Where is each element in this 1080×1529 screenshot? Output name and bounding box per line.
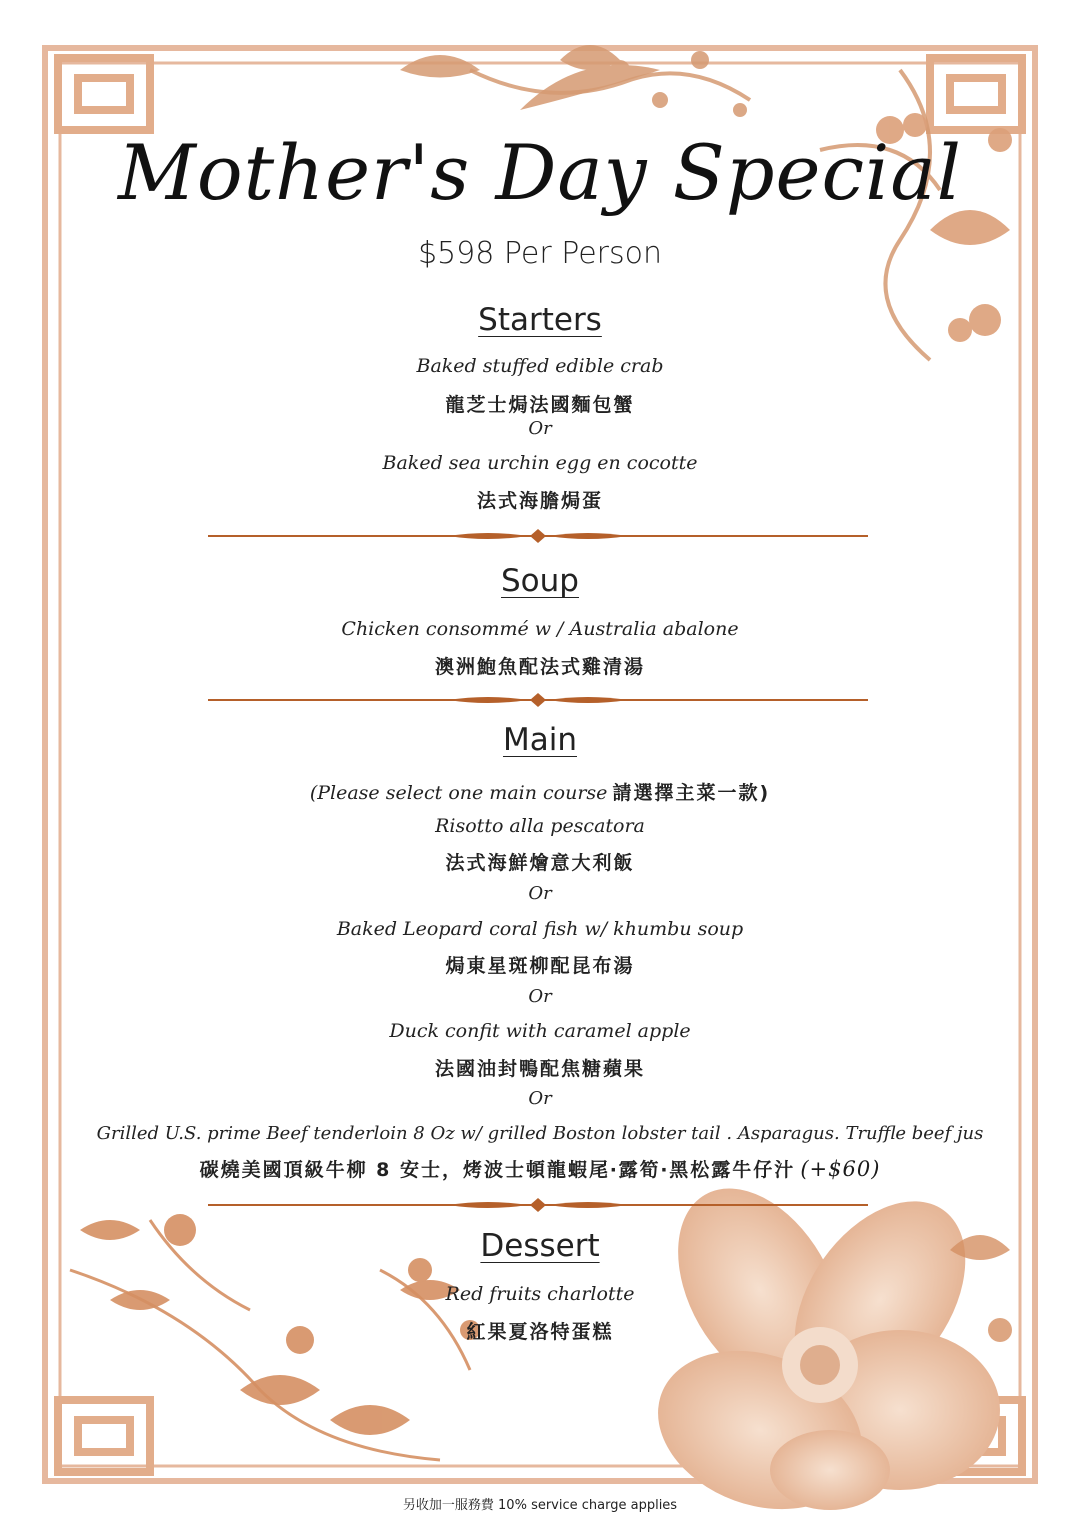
- surcharge-label: (+$60): [800, 1157, 881, 1181]
- soup-1-en: Chicken consommé w / Australia abalone: [341, 618, 739, 640]
- main-2-zh: 焗東星斑柳配昆布湯: [445, 955, 635, 977]
- or-label: Or: [528, 1088, 552, 1109]
- section-divider: [208, 1198, 868, 1212]
- or-label: Or: [528, 418, 552, 439]
- or-label: Or: [528, 883, 552, 904]
- main-heading: Main: [502, 722, 577, 758]
- main-1-zh: 法式海鮮燴意大利飯: [445, 852, 635, 874]
- dessert-1-zh: 紅果夏洛特蛋糕: [466, 1321, 614, 1343]
- main-4-zh: 碳燒美國頂級牛柳 8 安士，烤波士頓龍蝦尾‧露筍‧黑松露牛仔汁: [199, 1159, 796, 1181]
- main-4-en: Grilled U.S. prime Beef tenderloin 8 Oz w/ grilled Boston lobster tail . Asparagus. Truffle beef jus: [96, 1123, 984, 1144]
- main-note-en: (Please select one main course: [309, 782, 608, 804]
- price-per-person: $598 Per Person: [417, 236, 663, 271]
- starter-2-en: Baked sea urchin egg en cocotte: [382, 452, 698, 474]
- main-note-zh: 請選擇主菜一款): [612, 782, 771, 804]
- main-2-en: Baked Leopard coral fish w/ khumbu soup: [336, 918, 744, 940]
- starter-1-en: Baked stuffed edible crab: [416, 355, 664, 377]
- starter-2-zh: 法式海膽焗蛋: [476, 490, 603, 512]
- dessert-1-en: Red fruits charlotte: [445, 1283, 635, 1305]
- main-selection-note: [0, 778, 1080, 805]
- menu-title: Mother's Day Special: [118, 128, 962, 217]
- main-3-en: Duck confit with caramel apple: [389, 1020, 691, 1042]
- main-1-en: Risotto alla pescatora: [435, 815, 645, 837]
- or-label: Or: [528, 986, 552, 1007]
- service-charge-footer: 另收加一服務費 10% service charge applies: [402, 1498, 678, 1513]
- section-divider: [208, 529, 868, 543]
- main-3-zh: 法國油封鴨配焦糖蘋果: [434, 1058, 645, 1080]
- main-4-zh-row: [0, 1155, 1080, 1182]
- soup-1-zh: 澳洲鮑魚配法式雞清湯: [434, 656, 645, 678]
- section-divider: [208, 693, 868, 707]
- starter-1-zh: 龍芝士焗法國麵包蟹: [445, 394, 635, 416]
- dessert-heading: Dessert: [480, 1228, 600, 1264]
- starters-heading: Starters: [478, 302, 602, 338]
- soup-heading: Soup: [501, 563, 579, 599]
